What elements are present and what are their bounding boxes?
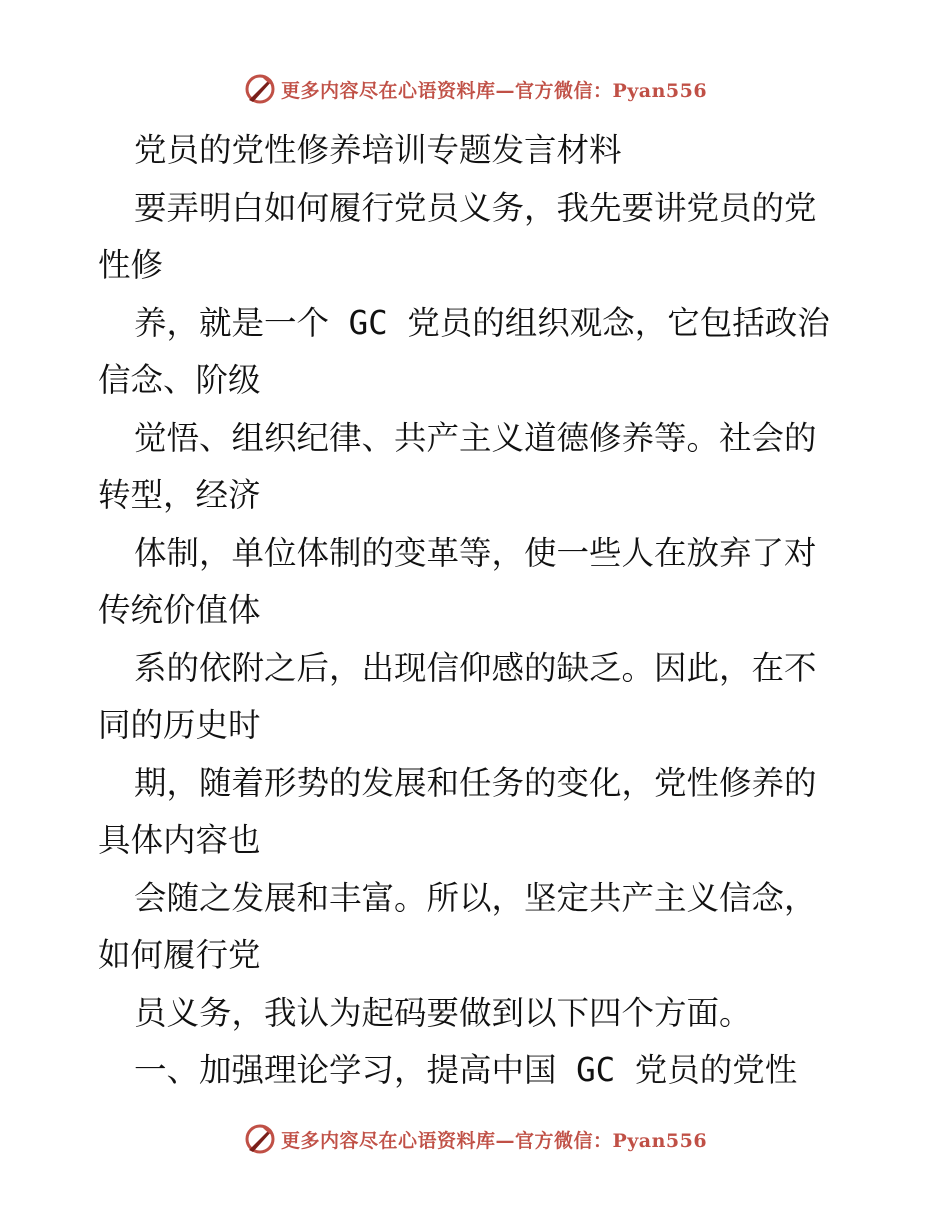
footer-banner <box>0 1122 950 1156</box>
text-line: 性修 <box>98 246 164 284</box>
header-banner <box>0 72 950 106</box>
text-line: 觉悟、组织纪律、共产主义道德修养等。社会的 <box>134 418 817 457</box>
text-line: 员义务，我认为起码要做到以下四个方面。 <box>134 993 752 1032</box>
text-line: 会随之发展和丰富。所以，坚定共产主义信念， <box>134 878 817 917</box>
quill-logo-icon <box>243 72 277 106</box>
text-line: 一、加强理论学习，提高中国 GC 党员的党性 <box>134 1051 798 1089</box>
text-line: 党员的党性修养培训专题发言材料 <box>134 131 622 169</box>
text-line: 要弄明白如何履行党员义务，我先要讲党员的党 <box>134 188 817 227</box>
text-line: 体制，单位体制的变革等，使一些人在放弃了对 <box>134 533 817 572</box>
text-line: 如何履行党 <box>98 936 261 974</box>
text-line: 传统价值体 <box>98 591 261 629</box>
text-line: 系的依附之后，出现信仰感的缺乏。因此，在不 <box>134 648 817 687</box>
text-line: 同的历史时 <box>98 706 261 744</box>
text-line: 期，随着形势的发展和任务的变化，党性修养的 <box>134 763 817 802</box>
document-body <box>98 122 858 1100</box>
text-line: 转型，经济 <box>98 476 261 514</box>
text-line: 具体内容也 <box>98 821 261 859</box>
banner-text: 更多内容尽在心语资料库—官方微信：Pyan556 <box>280 1129 708 1152</box>
text-line: 养，就是一个 GC 党员的组织观念，它包括政治 <box>134 303 830 342</box>
banner-text: 更多内容尽在心语资料库—官方微信：Pyan556 <box>280 79 708 102</box>
text-line: 信念、阶级 <box>98 361 261 399</box>
quill-logo-icon <box>243 1122 277 1156</box>
